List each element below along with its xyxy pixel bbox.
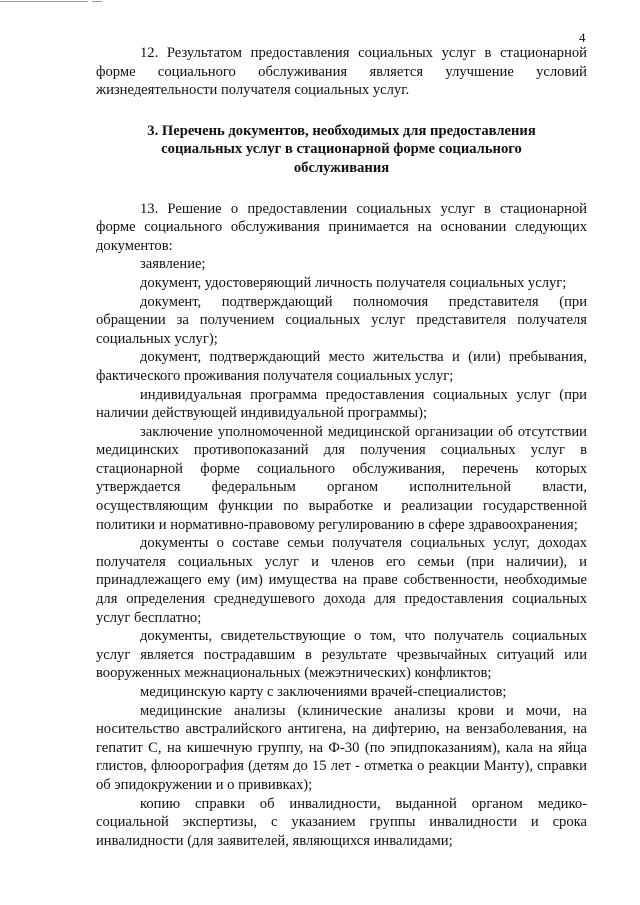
list-item: документ, подтверждающий место жительства и (или) пребывания, фактического проживания получателя социальных услуг; (96, 349, 587, 384)
list-item: индивидуальная программа предоставления социальных услуг (при наличии действующей индивидуальной программы); (96, 386, 587, 422)
scan-edge-mark (92, 1, 102, 2)
document-body (96, 44, 587, 850)
list-item: заключение уполномоченной медицинской организации об отсутствии медицинских противопоказаний для получения социальных услуг в стационарной форме социального обслуживания, перечень которых утверждается федеральным органом исполнительной власти, осуществляющим функции по выработке и реализации государственной политики и нормативно-правовому регулированию в сфере здравоохранения; (96, 423, 587, 533)
list-item: документы о составе семьи получателя социальных услуг, доходах получателя социальных услуг и членов его семьи (при наличии), и принадлежащего ему (им) имущества на праве собственности, необходимые для определения среднедушевого дохода для предоставления социальных услуг бесплатно; (96, 535, 587, 626)
paragraph-12: 12. Результатом предоставления социальных услуг в стационарной форме социального обслуживания является улучшение условий жизнедеятельности получателя социальных услуг. (96, 45, 587, 99)
list-item: заявление; (140, 256, 206, 273)
page-number: 4 (579, 30, 586, 45)
list-item: документ, подтверждающий полномочия представителя (при обращении за получением социальных услуг представителя получателя социальных услуг); (96, 293, 587, 347)
list-item: медицинские анализы (клинические анализы крови и мочи, на носительство австралийского антигена, на дифтерию, на вензаболевания, на гепатит С, на кишечную группу, на Ф-30 (по эпидпоказаниям), кала на яйца глистов, флюорография (детям до 15 лет - отметка о реакции Манту), справки об эпидокружении и о прививках); (96, 702, 587, 793)
list-item: документы, свидетельствующие о том, что получатель социальных услуг является пострадавшим в результате чрезвычайных ситуаций или вооруженных межнациональных (межэтнических) конфликтов; (96, 628, 587, 682)
paragraph-13: 13. Решение о предоставлении социальных услуг в стационарной форме социального обслуживания принимается на основании следующих документов: (96, 200, 587, 254)
section-heading: 3. Перечень документов, необходимых для предоставления социальных услуг в стационарной форме социального обслуживания (147, 122, 536, 176)
scan-edge-mark (0, 1, 88, 2)
list-item: документ, удостоверяющий личность получателя социальных услуг; (140, 274, 567, 291)
list-item: копию справки об инвалидности, выданной органом медико-социальной экспертизы, с указанием группы инвалидности и срока инвалидности (для заявителей, являющихся инвалидами; (96, 795, 587, 849)
list-item: медицинскую карту с заключениями врачей-специалистов; (140, 684, 507, 700)
